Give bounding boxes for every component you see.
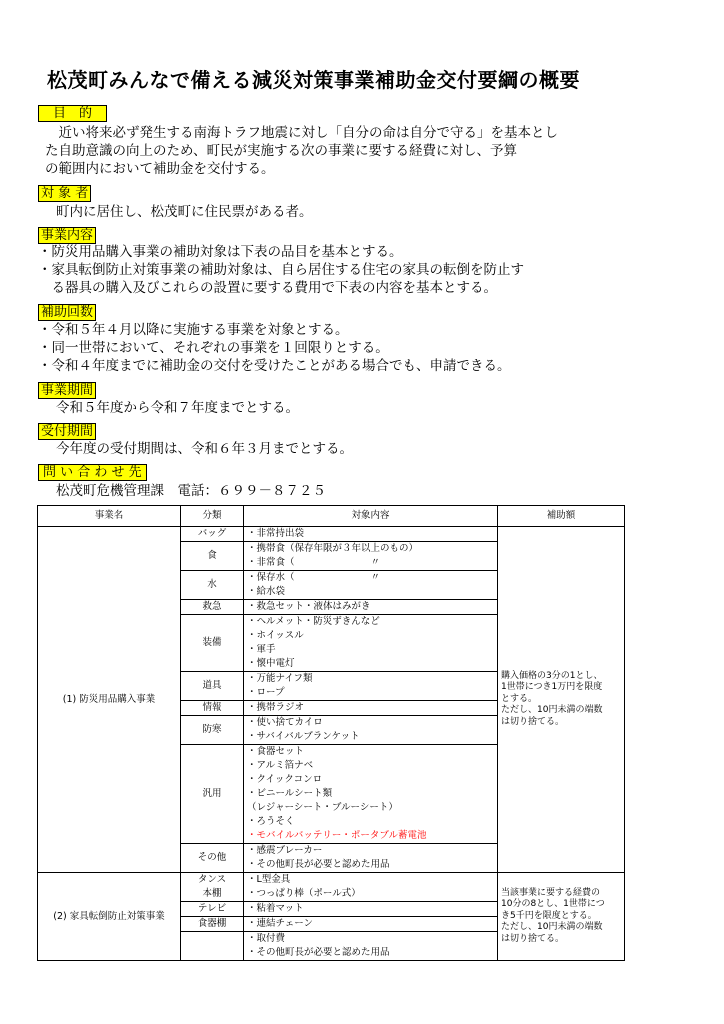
category-text: 本棚	[202, 888, 222, 899]
content-line-1: ・防災用品購入事業の補助対象は下表の品目を基本とする。	[38, 244, 403, 260]
target-label: 対 象 者	[38, 185, 91, 202]
item-text: ・ホイッスル	[247, 630, 304, 641]
count-label: 補助回数	[38, 304, 96, 321]
category-text: タンス	[197, 874, 227, 885]
item-text: ・救急セット・液体はみがき	[247, 601, 371, 612]
amount-line: 購入価格の3分の1とし、	[501, 670, 603, 681]
category-cell: 防寒	[181, 716, 244, 745]
amount-line: ただし、10円未満の端数	[501, 705, 603, 716]
content-label: 事業内容	[38, 227, 96, 244]
item-text: ・ロープ	[247, 687, 285, 698]
contact-label: 問 い 合 わ せ 先	[38, 464, 147, 481]
item-text: ・万能ナイフ類	[247, 673, 313, 684]
item-text: ・食器セット	[247, 746, 305, 757]
amount-line: ただし、10円未満の端数	[501, 922, 603, 933]
category-cell: 水	[181, 571, 244, 600]
items-cell	[244, 873, 498, 902]
item-text-highlight: ・モバイルバッテリー・ポータブル蓄電池	[247, 830, 427, 841]
contact-label-box	[38, 461, 147, 481]
item-text: ・クイックコンロ	[247, 774, 323, 785]
content-line-2: ・家具転倒防止対策事業の補助対象は、自ら居住する住宅の家具の転倒を防止す	[38, 262, 524, 278]
item-text: ・取付費	[247, 933, 286, 944]
item-text: ・連結チェーン	[247, 918, 314, 929]
amount-line: は切り捨てる。	[501, 716, 565, 727]
items-cell	[244, 932, 498, 961]
items-cell	[244, 902, 498, 917]
amount-line: は切り捨てる。	[501, 933, 565, 944]
items-cell	[244, 745, 498, 844]
target-line-1: 町内に居住し、松茂町に住民票がある者。	[56, 204, 313, 220]
purpose-label: 目 的	[38, 105, 107, 122]
count-label-box	[38, 301, 96, 321]
page-title: 松茂町みんなで備える減災対策事業補助金交付要綱の概要	[47, 68, 580, 92]
project2-amount	[498, 873, 625, 961]
item-text: （レジャーシート・ブルーシート）	[247, 802, 398, 813]
category-cell	[181, 932, 244, 961]
period-label-box	[38, 379, 96, 399]
header-amount: 補助額	[498, 506, 625, 527]
item-text: ・使い捨てカイロ	[247, 717, 323, 728]
amount-line: 1世帯につき1万円を限度	[501, 682, 603, 693]
category-cell: 汎用	[181, 745, 244, 844]
count-line-3: ・令和４年度までに補助金の交付を受けたことがある場合でも、申請できる。	[38, 358, 511, 374]
items-cell	[244, 571, 498, 600]
period-label: 事業期間	[38, 382, 96, 399]
purpose-line-2: た自助意識の向上のため、町民が実施する次の事業に要する経費に対し、予算	[45, 143, 517, 159]
category-cell: 装備	[181, 615, 244, 672]
count-line-2: ・同一世帯において、それぞれの事業を１回限りとする。	[38, 340, 389, 356]
category-cell: その他	[181, 844, 244, 873]
reception-label: 受付期間	[38, 423, 96, 440]
reception-line-1: 今年度の受付期間は、令和６年３月までとする。	[56, 441, 353, 457]
table-row	[38, 527, 625, 542]
item-text: ・ヘルメット・防災ずきんなど	[247, 616, 380, 627]
item-text: ・サバイバルブランケット	[247, 731, 360, 742]
purpose-line-3: の範囲内において補助金を交付する。	[45, 161, 275, 177]
purpose-line-1: 近い将来必ず発生する南海トラフ地震に対し「自分の命は自分で守る」を基本とし	[45, 125, 558, 141]
category-cell: 道具	[181, 672, 244, 701]
item-text: ・その他町長が必要と認めた用品	[247, 947, 390, 958]
amount-line: 10分の8とし、1世帯につ	[501, 899, 605, 910]
item-text: ・保存水（ 〃	[247, 572, 381, 583]
item-text: ・携帯食（保存年限が３年以上のもの）	[247, 543, 419, 554]
project1-amount	[498, 527, 625, 873]
count-line-1: ・令和５年４月以降に実施する事業を対象とする。	[38, 322, 349, 338]
target-label-box	[38, 182, 91, 202]
table-header-row	[38, 506, 625, 527]
category-cell: バッグ	[181, 527, 244, 542]
category-cell: 食	[181, 542, 244, 571]
period-line-1: 令和５年度から令和７年度までとする。	[56, 400, 299, 416]
category-cell: 食器棚	[181, 917, 244, 932]
item-text: ・その他町長が必要と認めた用品	[247, 859, 390, 870]
item-text: ・懐中電灯	[247, 658, 295, 669]
content-line-3: る器具の購入及びこれらの設置に要する費用で下表の内容を基本とする。	[38, 280, 497, 296]
category-cell: 救急	[181, 600, 244, 615]
amount-line: とする。	[501, 693, 538, 704]
header-items: 対象内容	[244, 506, 498, 527]
item-text: ・ビニールシート類	[247, 788, 333, 799]
amount-line: 当該事業に要する経費の	[501, 887, 601, 898]
items-cell	[244, 600, 498, 615]
reception-label-box	[38, 420, 96, 440]
item-text: ・非常持出袋	[247, 528, 305, 539]
subsidy-table	[37, 505, 625, 961]
item-text: ・L型金具	[247, 874, 291, 885]
contact-line-1: 松茂町危機管理課 電話：６９９－８７２５	[56, 483, 326, 499]
header-project: 事業名	[38, 506, 181, 527]
items-cell	[244, 716, 498, 745]
item-text: ・粘着マット	[247, 903, 304, 914]
item-text: ・軍手	[247, 644, 276, 655]
category-cell: テレビ	[181, 902, 244, 917]
item-text: ・アルミ箔ナベ	[247, 760, 314, 771]
content-label-box	[38, 224, 96, 244]
items-cell	[244, 701, 498, 716]
item-text: ・非常食（ 〃	[247, 557, 381, 568]
items-cell	[244, 844, 498, 873]
header-category: 分類	[181, 506, 244, 527]
items-cell	[244, 542, 498, 571]
items-cell	[244, 527, 498, 542]
project1-name: (1) 防災用品購入事業	[38, 527, 181, 873]
item-text: ・携帯ラジオ	[247, 702, 305, 713]
items-cell	[244, 615, 498, 672]
item-text: ・給水袋	[247, 586, 286, 597]
items-cell	[244, 672, 498, 701]
amount-line: き5千円を限度とする。	[501, 910, 597, 921]
category-cell	[181, 873, 244, 902]
item-text: ・つっぱり棒（ポール式）	[247, 888, 361, 899]
purpose-label-box	[38, 102, 107, 122]
item-text: ・ろうそく	[247, 816, 295, 827]
category-cell: 情報	[181, 701, 244, 716]
project2-name: (2) 家具転倒防止対策事業	[38, 873, 181, 961]
table-row	[38, 873, 625, 902]
items-cell	[244, 917, 498, 932]
item-text: ・感震ブレーカー	[247, 845, 323, 856]
